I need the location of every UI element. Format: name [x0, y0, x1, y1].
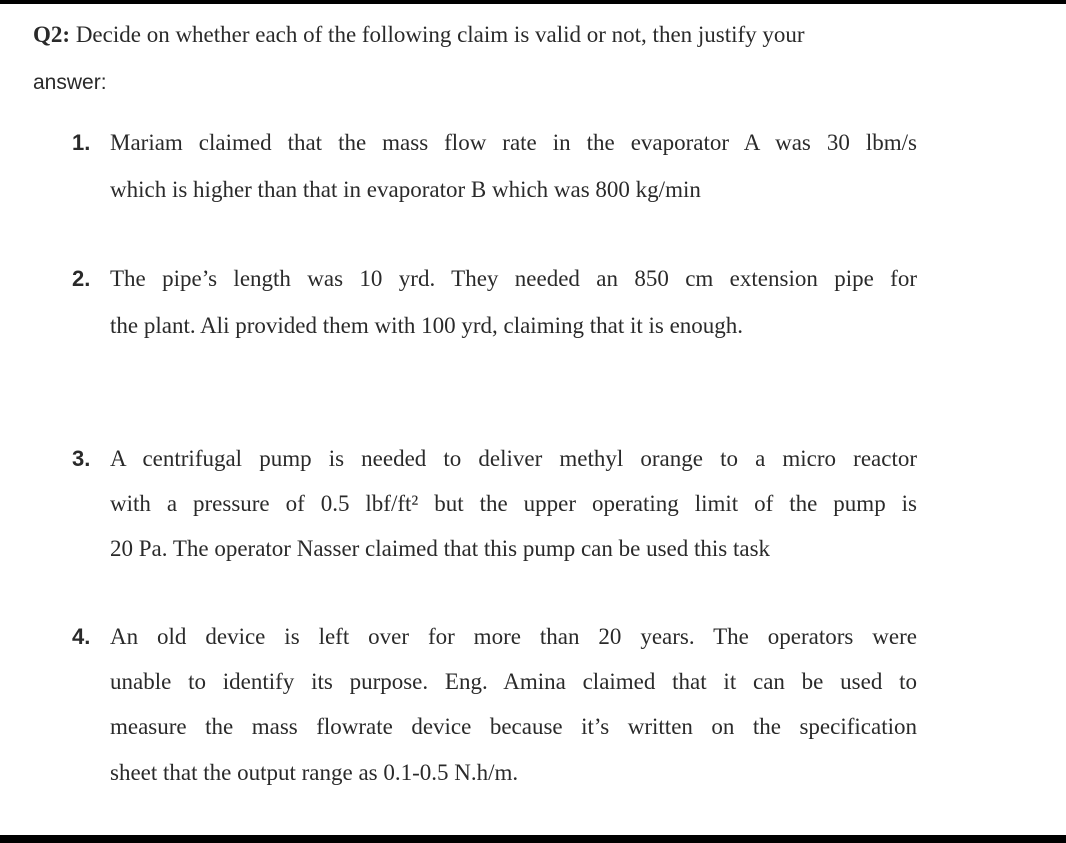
- item-line: A centrifugal pump is needed to deliver methyl orange to a micro reactor: [110, 446, 917, 471]
- question-title-continued: answer:: [33, 71, 107, 94]
- item-line: the plant. Ali provided them with 100 yrd, claiming that it is enough.: [110, 313, 744, 338]
- item-line: The pipe’s length was 10 yrd. They needed an 850 cm extension pipe for: [110, 266, 917, 291]
- item-number: 2.: [72, 266, 91, 291]
- item-number: 3.: [72, 446, 91, 471]
- question-title: [33, 19, 805, 51]
- item-line: Mariam claimed that the mass flow rate in the evaporator A was 30 lbm/s: [110, 130, 917, 155]
- item-line: which is higher than that in evaporator B which was 800 kg/min: [110, 177, 701, 202]
- item-line: 20 Pa. The operator Nasser claimed that this pump can be used this task: [110, 536, 771, 561]
- bottom-border: [0, 835, 1066, 843]
- item-line: with a pressure of 0.5 lbf/ft² but the upper operating limit of the pump is: [110, 491, 917, 516]
- item-number: 4.: [72, 624, 91, 649]
- item-line: An old device is left over for more than 20 years. The operators were: [110, 624, 917, 649]
- question-text: Decide on whether each of the following claim is valid or not, then justify your: [75, 22, 805, 47]
- item-line: sheet that the output range as 0.1-0.5 N.h/m.: [110, 760, 519, 785]
- item-line: unable to identify its purpose. Eng. Amina claimed that it can be used to: [110, 669, 917, 694]
- item-line: measure the mass flowrate device because it’s written on the specification: [110, 714, 917, 739]
- document-page: [0, 4, 1066, 835]
- item-number: 1.: [72, 130, 91, 155]
- question-label: Q2:: [33, 22, 71, 47]
